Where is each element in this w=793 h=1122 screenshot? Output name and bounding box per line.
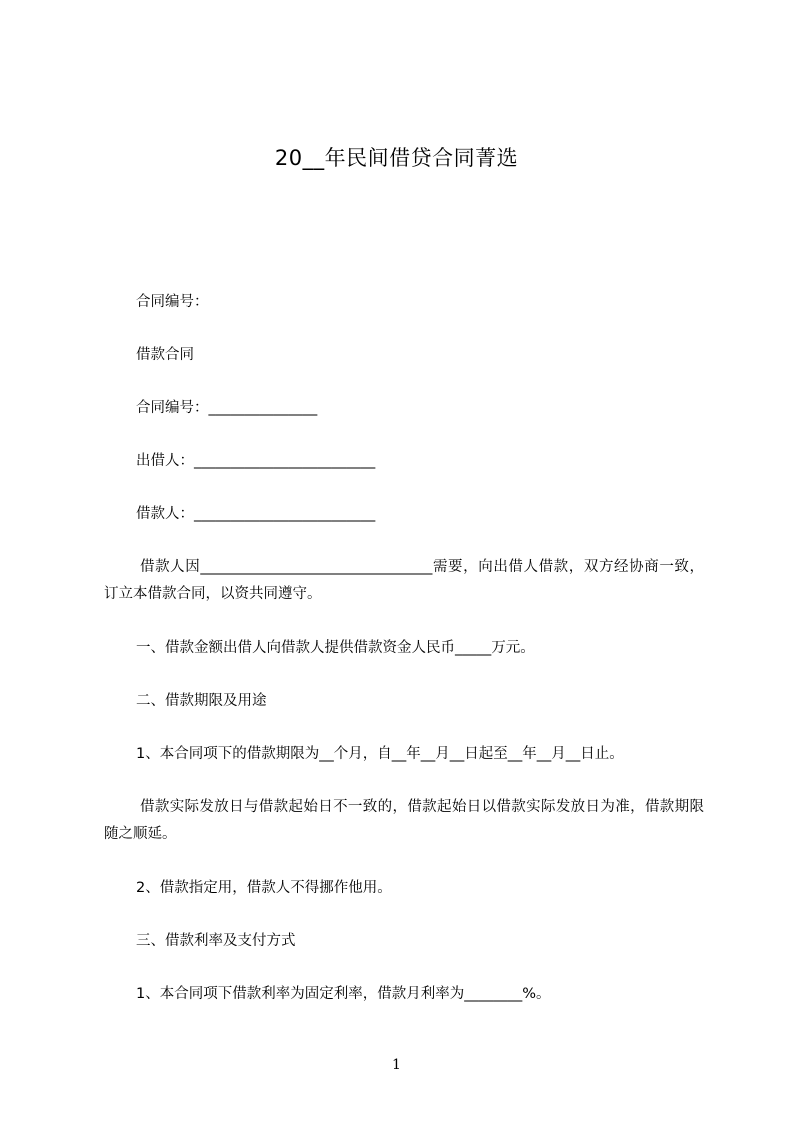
document-title: 20__年民间借贷合同菁选 bbox=[274, 146, 519, 170]
item-2-2-loan-use: 2、借款指定用，借款人不得挪作他用。 bbox=[136, 880, 392, 896]
purpose-paragraph: 借款人因________________________________需要，向出借人借款，双方经协商一致，订立本借款合同，以资共同遵守。 bbox=[104, 559, 704, 602]
item-2-1-note: 借款实际发放日与借款起始日不一致的，借款起始日以借款实际发放日为准，借款期限随之顺延。 bbox=[104, 799, 704, 842]
section-3-heading: 三、借款利率及支付方式 bbox=[136, 933, 296, 949]
section-1-loan-amount: 一、借款金额出借人向借款人提供借款资金人民币_____万元。 bbox=[136, 640, 535, 656]
lender-line: 出借人：_________________________ bbox=[136, 453, 376, 469]
loan-contract-heading: 借款合同 bbox=[136, 347, 194, 363]
contract-number-line-2: 合同编号：_______________ bbox=[136, 400, 318, 416]
item-3-1-interest-rate: 1、本合同项下借款利率为固定利率，借款月利率为________%。 bbox=[136, 986, 551, 1002]
contract-number-line-1: 合同编号： bbox=[136, 294, 209, 310]
item-2-1-loan-term: 1、本合同项下的借款期限为__个月，自__年__月__日起至__年__月__日止。 bbox=[136, 746, 624, 762]
borrower-line: 借款人：_________________________ bbox=[136, 506, 376, 522]
page-number: 1 bbox=[392, 1057, 401, 1073]
section-2-heading: 二、借款期限及用途 bbox=[136, 693, 267, 709]
